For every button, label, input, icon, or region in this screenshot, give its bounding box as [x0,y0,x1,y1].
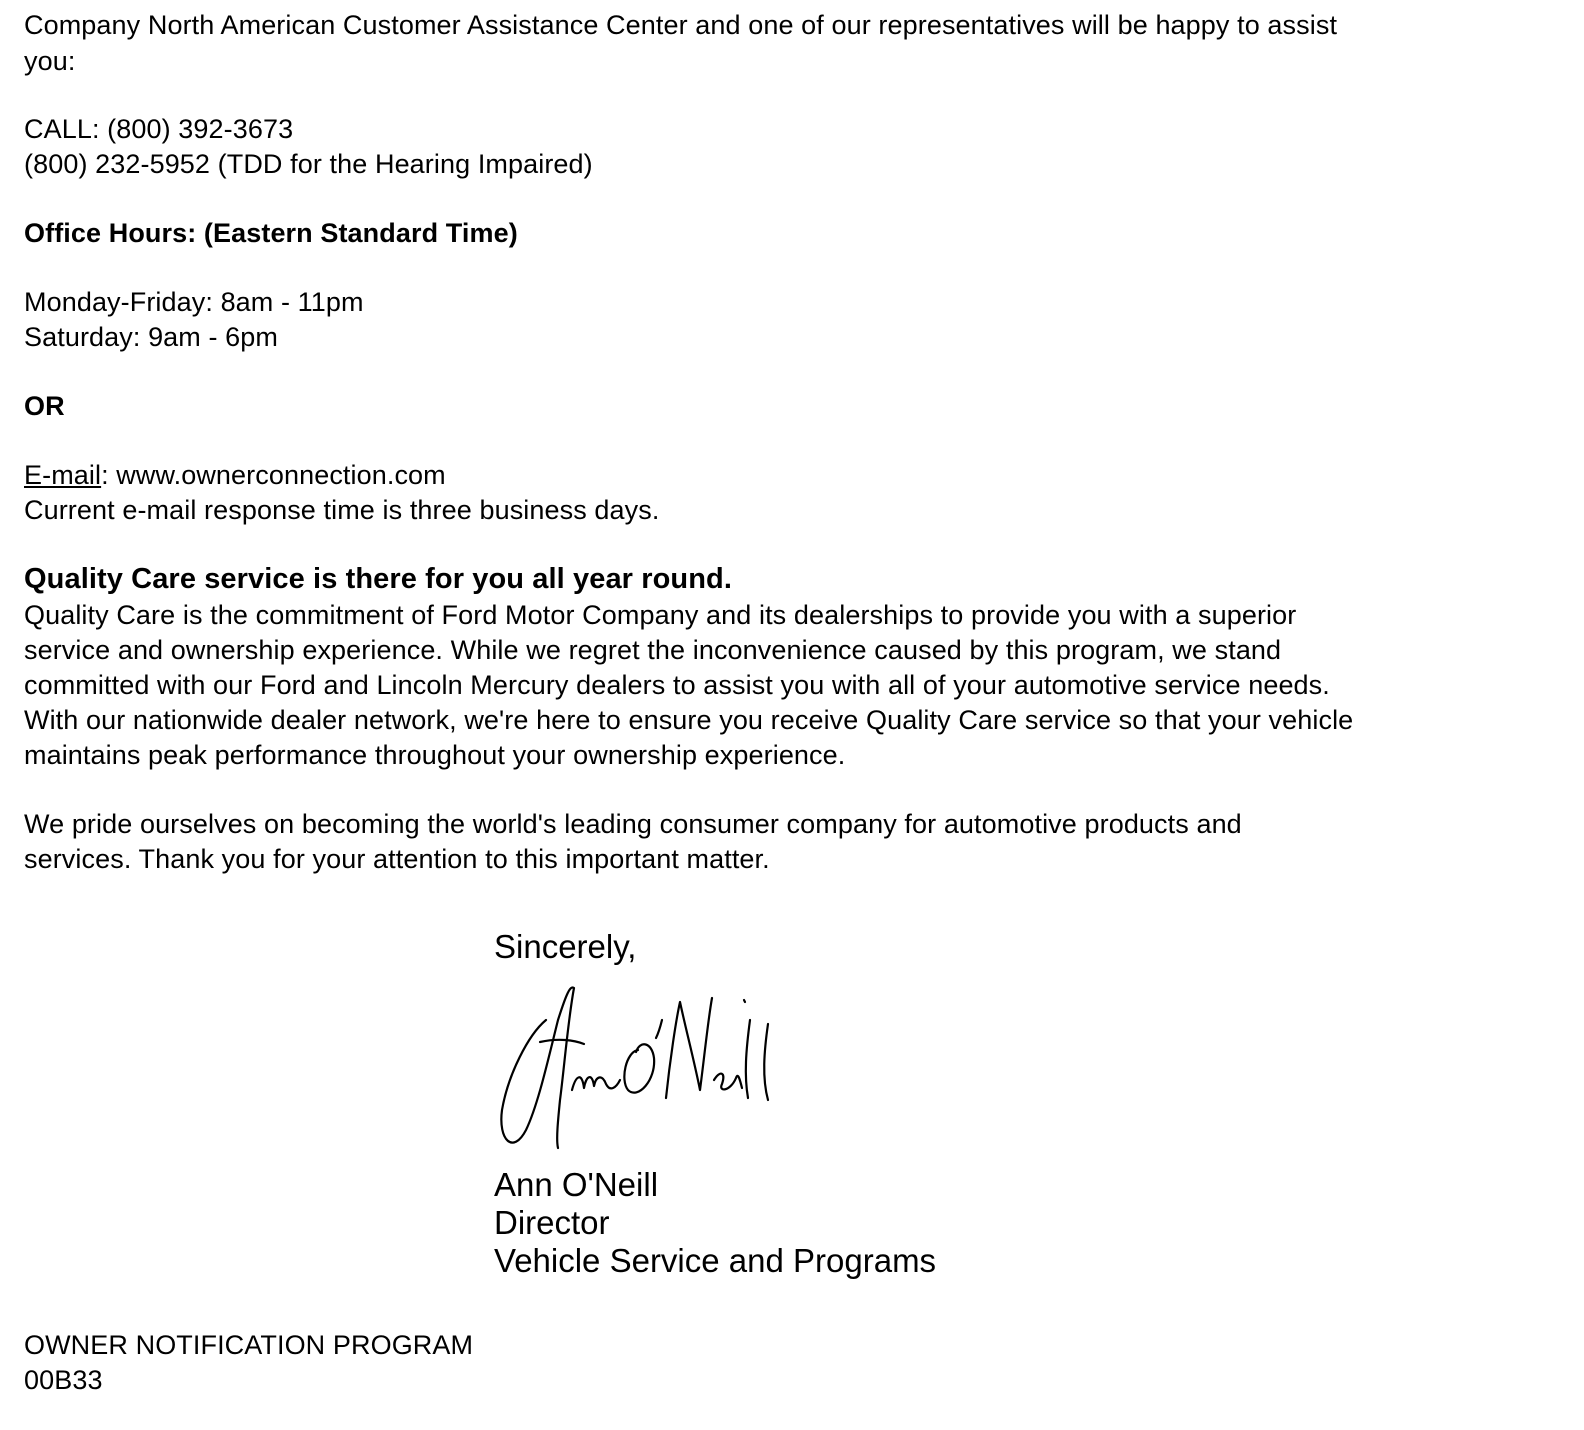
email-line [24,458,446,493]
quality-heading: Quality Care service is there for you all year round. [24,563,733,595]
call-label: CALL: [24,114,100,144]
signature-glyphs: Ann O'Neill [488,1159,493,1160]
email-label: E-mail [24,460,102,490]
weekday-hours: Monday-Friday: 8am - 11pm [24,287,364,317]
call-number: (800) 392-3673 [107,114,294,144]
pride-paragraph-line-2: services. Thank you for your attention to this important matter. [24,844,770,874]
signer-department: Vehicle Service and Programs [494,1242,937,1279]
signature-image [488,980,788,1160]
saturday-hours: Saturday: 9am - 6pm [24,322,279,352]
intro-line-1: Company North American Customer Assistance Center and one of our representatives will be happy to assist [24,10,1338,40]
intro-line-2: you: [24,46,76,76]
quality-paragraph-line-2: service and ownership experience. While we regret the inconvenience caused by this program, we stand [24,635,1282,665]
quality-paragraph-line-1: Quality Care is the commitment of Ford Motor Company and its dealerships to provide you with a superior [24,600,1297,630]
signer-title: Director [494,1204,610,1241]
call-line [24,112,293,147]
program-code: 00B33 [24,1365,103,1395]
program-name: OWNER NOTIFICATION PROGRAM [24,1330,474,1360]
email-response: Current e-mail response time is three business days. [24,495,660,525]
pride-paragraph-line-1: We pride ourselves on becoming the world's leading consumer company for automotive products and [24,809,1242,839]
quality-paragraph-line-5: maintains peak performance throughout your ownership experience. [24,740,846,770]
email-value: : www.ownerconnection.com [101,460,446,490]
closing: Sincerely, [494,928,637,965]
quality-paragraph-line-4: With our nationwide dealer network, we're here to ensure you receive Quality Care service so that your vehicle [24,705,1354,735]
or-label: OR [24,391,65,421]
tdd-line: (800) 232-5952 (TDD for the Hearing Impaired) [24,149,593,179]
signer-name: Ann O'Neill [494,1166,659,1203]
quality-paragraph-line-3: committed with our Ford and Lincoln Mercury dealers to assist you with all of your automotive service needs. [24,670,1330,700]
office-hours-heading: Office Hours: (Eastern Standard Time) [24,218,518,248]
